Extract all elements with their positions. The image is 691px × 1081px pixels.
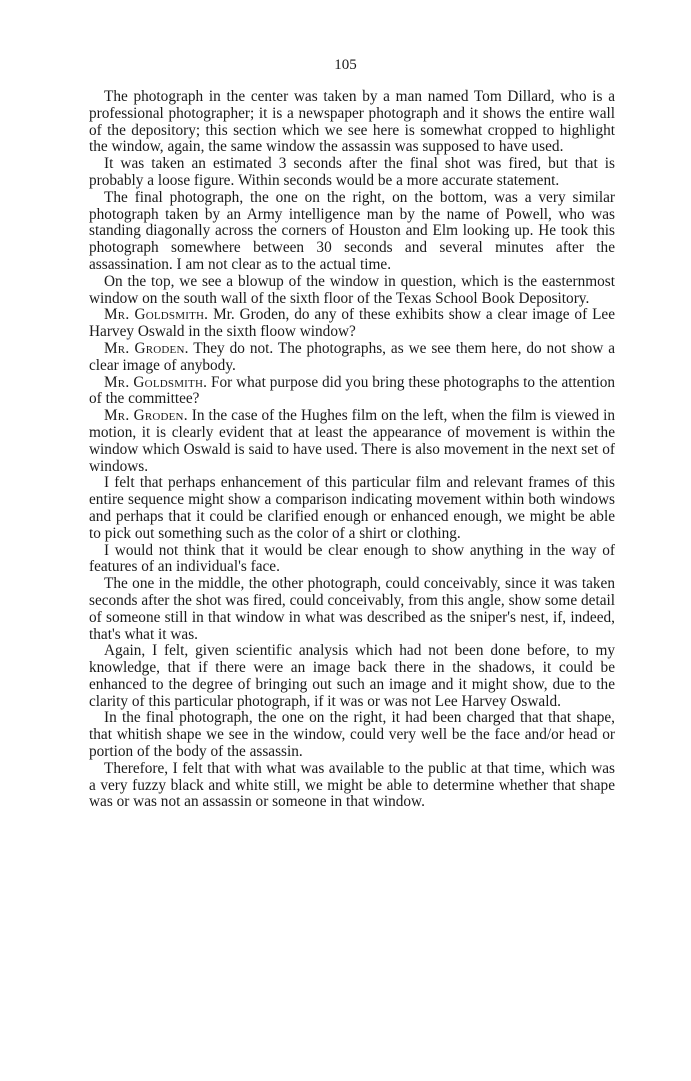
paragraph — [89, 543, 615, 577]
paragraph — [89, 375, 615, 409]
paragraph-text: It was taken an estimated 3 seconds after the final shot was fired, but that is probably a loose figure. Within seconds would be a more accurate statement. — [89, 155, 615, 189]
paragraph — [89, 307, 615, 341]
paragraph — [89, 274, 615, 308]
paragraph — [89, 710, 615, 760]
paragraph-text: Mr. Groden, do any of these exhibits show a clear image of Lee Harvey Oswald in the sixth floow window? — [89, 306, 615, 341]
paragraph-text: In the case of the Hughes film on the left, when the film is viewed in motion, it is clearly evident that at least the appearance of movement is within the window which Oswald is said to have used. There is also movement in the next set of windows. — [89, 407, 615, 475]
speaker-label: Mr. Goldsmith. — [104, 373, 208, 391]
paragraph — [89, 341, 615, 375]
paragraph — [89, 643, 615, 710]
page-number: 105 — [334, 57, 357, 73]
paragraph-text: The one in the middle, the other photograph, could conceivably, since it was taken seconds after the shot was fired, could conceivably, from this angle, show some detail of someone still in that window in what was described as the sniper's nest, if, indeed, that's what it was. — [89, 575, 615, 643]
paragraph-text: For what purpose did you bring these photographs to the attention of the committee? — [89, 373, 615, 408]
paragraph-text: I would not think that it would be clear enough to show anything in the way of features of an individual's face. — [89, 541, 615, 576]
paragraph — [89, 408, 615, 475]
speaker-label: Mr. Goldsmith. — [104, 306, 209, 324]
paragraph-text: Therefore, I felt that with what was available to the public at that time, which was a very fuzzy black and white still, we might be able to determine whether that shape was or was not an assassin or someone in that window. — [89, 759, 615, 811]
paragraph-text: On the top, we see a blowup of the window in question, which is the easternmost window on the south wall of the sixth floor of the Texas School Book Depository. — [89, 272, 615, 307]
speaker-label: Mr. Groden. — [104, 407, 188, 425]
paragraph-text: They do not. The photographs, as we see them here, do not show a clear image of anybody. — [89, 339, 615, 374]
paragraph-text: The photograph in the center was taken by a man named Tom Dillard, who is a professional photographer; it is a newspaper photograph and it shows the entire wall of the depository; this section which we see here is somewhat cropped to highlight the window, again, the same window the assassin was supposed to have used. — [89, 88, 615, 156]
document-body — [89, 89, 615, 811]
paragraph — [89, 89, 615, 156]
paragraph-text: Again, I felt, given scientific analysis which had not been done before, to my knowledge, that if there were an image back there in the shadows, it could be enhanced to the degree of bringing out such an image and it might show, due to the clarity of this particular photograph, if it was or was not Lee Harvey Oswald. — [89, 642, 615, 710]
paragraph — [89, 576, 615, 643]
paragraph-text: I felt that perhaps enhancement of this particular film and relevant frames of this entire sequence might show a comparison indicating movement within both windows and perhaps that it could be clarified enough or enhanced enough, we might be able to pick out something such as the color of a shirt or clothing. — [89, 474, 615, 542]
paragraph — [89, 761, 615, 811]
paragraph — [89, 190, 615, 274]
paragraph — [89, 475, 615, 542]
paragraph-text: In the final photograph, the one on the right, it had been charged that that shape, that whitish shape we see in the window, could very well be the face and/or head or portion of the body of the assassin. — [89, 709, 615, 761]
speaker-label: Mr. Groden. — [104, 339, 189, 357]
paragraph-text: The final photograph, the one on the right, on the bottom, was a very similar photograph taken by an Army intelligence man by the name of Powell, who was standing diagonally across the corners of Houston and Elm looking up. He took this photograph somewhere between 30 seconds and several minutes after the assassination. I am not clear as to the actual time. — [89, 188, 615, 273]
paragraph — [89, 156, 615, 190]
